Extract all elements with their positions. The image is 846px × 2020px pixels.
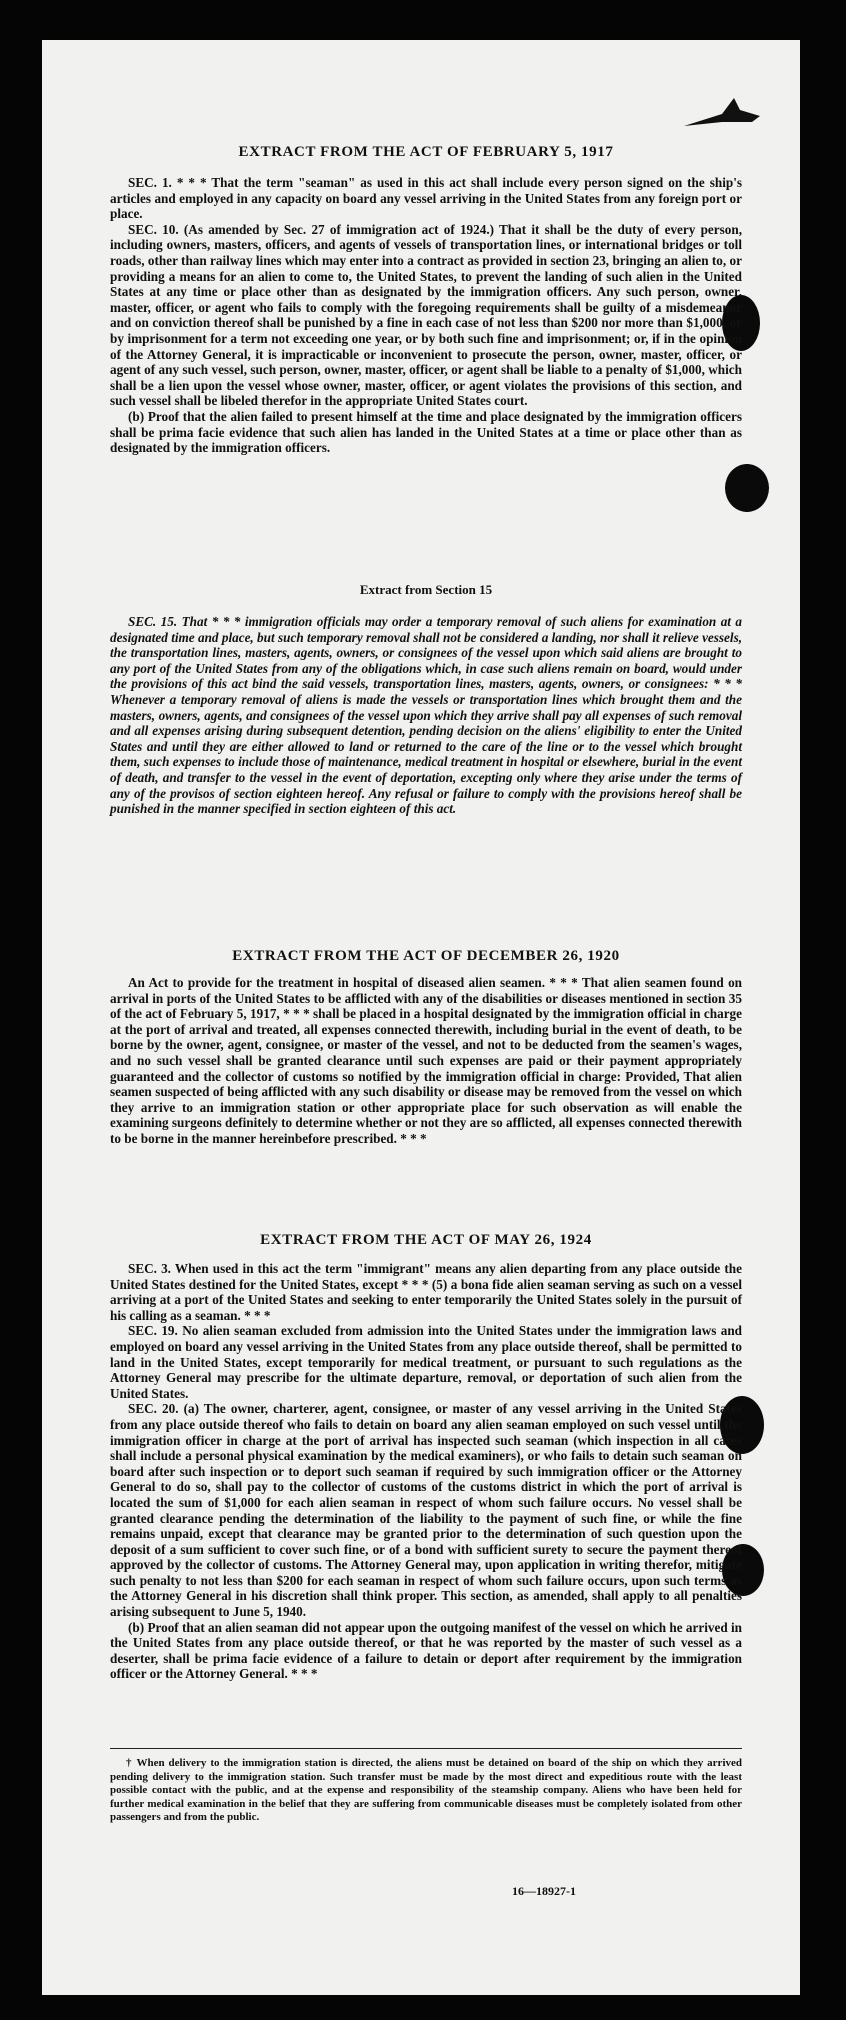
corner-ink-mark [682,96,762,136]
paragraph-act-1920: An Act to provide for the treatment in hospital of diseased alien seamen. * * * That alien seamen found on arrival in ports of the United States to be afflicted with any of the disabilities or diseases mentioned in section 35 of the act of February 5, 1917, * * * shall be placed in a hospital designated by the immigration official in charge at the port of arrival and treated, all expenses connected therewith, including burial in the event of death, to be borne by the owner, agent, consignee, or master of the vessel, and not to be deducted from the seamen's wages, and no such vessel shall be granted clearance until such expenses are paid or their payment appropriately guaranteed and the collector of customs so notified by the immigration official in charge: Provided, That alien seamen suspected of being afflicted with any such disability or disease may be removed from the vessel on which they arrive to an immigration station or other appropriate place for such observation as will enable the examining surgeons definitely to determine whether or not they are so afflicted, all expenses connected therewith to be borne in the manner hereinbefore prescribed. * * * [110,975,742,1146]
section-15 [110,582,742,817]
heading-act-1917: EXTRACT FROM THE ACT OF FEBRUARY 5, 1917 [238,144,614,160]
section-act-1917 [110,144,742,456]
document-page [42,40,800,1995]
footnote [110,1748,742,1825]
heading-act-1920: EXTRACT FROM THE ACT OF DECEMBER 26, 1920 [232,948,620,964]
ink-blot-2 [725,464,769,512]
heading-act-1924: EXTRACT FROM THE ACT OF MAY 26, 1924 [260,1232,592,1248]
paragraph-sec-20-a: SEC. 20. (a) The owner, charterer, agent, consignee, or master of any vessel arriving in the United States from any place outside thereof who fails to detain on board any alien seaman employed on such vessel until the immigration officer in charge at the port of arrival has inspected such seaman (which inspection in all cases shall include a personal physical examination by the medical examiners), or who fails to detain such seaman on board after such inspection or to deport such seaman if required by such immigration officer or the Attorney General to do so, shall pay to the collector of customs of the customs district in which the port of arrival is located the sum of $1,000 for each alien seaman in respect of whom such failure occurs. No vessel shall be granted clearance pending the determination of the liability to the payment of such fine, or while the fine remains unpaid, except that clearance may be granted prior to the determination of such question upon the deposit of a sum sufficient to cover such fine, or of a bond with sufficient surety to secure the payment thereof approved by the collector of customs. The Attorney General may, upon application in writing therefor, mitigate such penalty to not less than $200 for each seaman in respect of whom such failure occurs, upon such terms as the Attorney General in his discretion shall think proper. This section, as amended, shall apply to all penalties arising subsequent to June 5, 1940. [110,1401,742,1620]
heading-section-15: Extract from Section 15 [359,582,493,597]
paragraph-sec-20-b: (b) Proof that an alien seaman did not appear upon the outgoing manifest of the vessel on which he arrived in the United States from any place outside thereof, or that he was reported by the master of such vessel as a deserter, shall be prima facie evidence of a failure to detain or deport after requirement by the immigration officer or the Attorney General. * * * [110,1619,742,1682]
section-act-1920 [110,948,742,1147]
section-act-1924 [110,1232,742,1682]
footnote-text: † When delivery to the immigration station is directed, the aliens must be detained on board of the ship on which they arrived pending delivery to the immigration station. Such transfer must be made by the most direct and expeditious route with the least possible contact with the public, and at the expense and responsibility of the steamship company. Aliens who have been held for further medical examination in the belief that they are suffering from communicable diseases must be completely isolated from other passengers and from the public. [110,1757,742,1824]
paragraph-sec-3: SEC. 3. When used in this act the term "immigrant" means any alien departing from any place outside the United States destined for the United States, except * * * (5) a bona fide alien seaman serving as such on a vessel arriving at a port of the United States and seeking to enter temporarily the United States solely in the pursuit of his calling as a seaman. * * * [110,1261,742,1323]
paragraph-sec-1: SEC. 1. * * * That the term "seaman" as used in this act shall include every person signed on the ship's articles and employed in any capacity on board any vessel arriving in the United States from any foreign port or place. [110,175,742,222]
form-number: 16—18927-1 [512,1884,576,1898]
paragraph-sec-10-b: (b) Proof that the alien failed to present himself at the time and place designated by the immigration officers shall be prima facie evidence that such alien has landed in the United States at a time or place other than as designated by the immigration officers. [110,408,742,456]
paragraph-sec-15: SEC. 15. That * * * immigration officials may order a temporary removal of such aliens for examination at a designated time and place, but such temporary removal shall not be considered a landing, nor shall it relieve vessels, the transportation lines, masters, agents, owners, or consignees of the vessel upon which said aliens are brought to any port of the United States from any of the obligations which, in case such aliens remain on board, would under the provisions of this act bind the said vessels, transportation lines, masters, agents, owners, or consignees: * * * Whenever a temporary removal of aliens is made the vessels or transportation lines which brought them and the masters, owners, agents, and consignees of the vessel upon which they arrive shall pay all expenses of such removal and all expenses arising during subsequent detention, pending decision on the aliens' eligibility to enter the United States and until they are either allowed to land or returned to the care of the line or to the vessel which brought them, such expenses to include those of maintenance, medical treatment in hospital or elsewhere, burial in the event of death, and transfer to the vessel in the event of deportation, excepting only where they arise under the terms of any of the provisos of section eighteen hereof. Any refusal or failure to comply with the provisions hereof shall be punished in the manner specified in section eighteen of this act. [110,614,742,817]
paragraph-sec-10: SEC. 10. (As amended by Sec. 27 of immigration act of 1924.) That it shall be the duty of every person, including owners, masters, officers, and agents of vessels of transportation lines, or international bridges or toll roads, other than railway lines which may enter into a contract as provided in section 23, bringing an alien to, or providing a means for an alien to come to, the United States, to prevent the landing of such alien in the United States at any time or place other than as designated by the immigration officers. Any such person, owner, master, officer, or agent who fails to comply with the foregoing requirements shall be guilty of a misdemeanor and on conviction thereof shall be punished by a fine in each case of not less than $200 nor more than $1,000, or by imprisonment for a term not exceeding one year, or by both such fine and imprisonment; or, if in the opinion of the Attorney General, it is impracticable or inconvenient to prosecute the person, owner, master, officer, or agent of any such vessel, such person, owner, master, officer, or agent shall be liable to a penalty of $1,000, which shall be a lien upon the vessel whose owner, master, officer, or agent violates the provisions of this section, and such vessel shall be libeled therefor in the appropriate United States court. [110,221,742,409]
paragraph-sec-19: SEC. 19. No alien seaman excluded from admission into the United States under the immigration laws and employed on board any vessel arriving in the United States from any place outside thereof, shall be permitted to land in the United States, except temporarily for medical treatment, or pursuant to such regulations as the Attorney General may prescribe for the ultimate departure, removal, or deportation of such alien from the United States. [110,1323,742,1401]
